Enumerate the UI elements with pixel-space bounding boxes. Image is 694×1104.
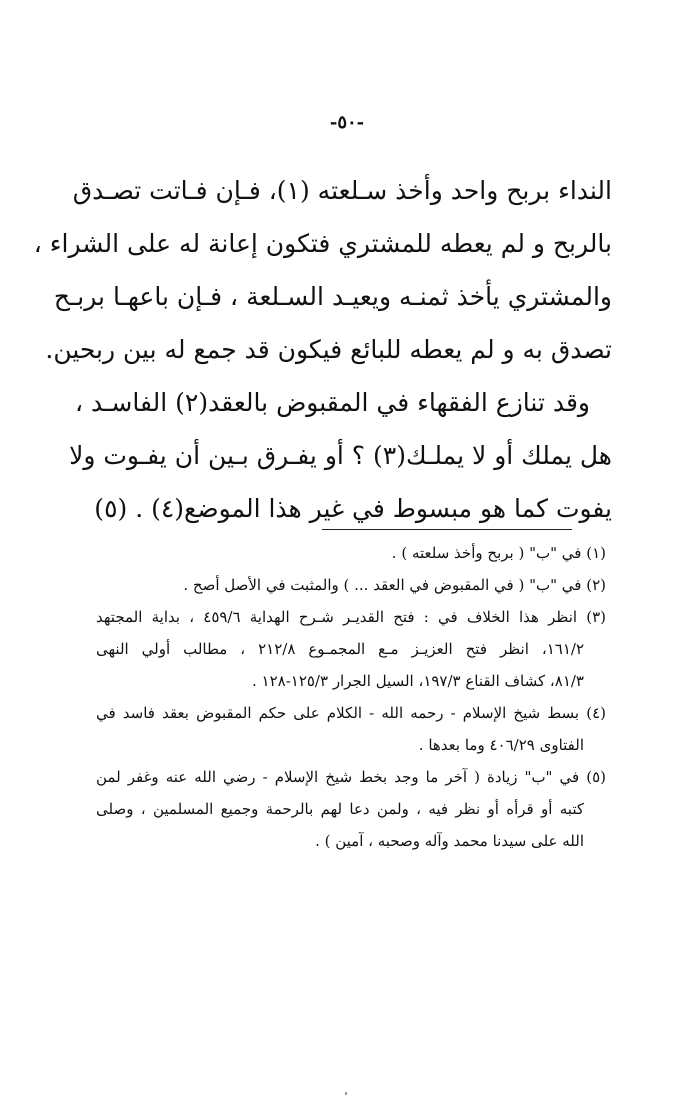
main-text-line: يفوت كما هو مبسوط في غير هذا الموضع(٤) . (٥) <box>94 494 612 523</box>
footnote-line: (٥) في "ب" زيادة ( آخر ما وجد بخط شيخ الإسلام - رضي الله عنه وغفر لمن <box>96 768 606 786</box>
footnote-line: ٨١/٣، كشاف القناع ١٩٧/٣، السيل الجرار ١٢٥/٣-١٢٨ . <box>251 672 584 690</box>
main-text-line: هل يملك أو لا يملـك(٣) ؟ أو يفـرق بـين أن يفـوت ولا <box>69 441 612 470</box>
footnotes <box>96 538 606 858</box>
footnote-line: كتبه أو قرأه أو نظر فيه ، ولمن دعا لهم بالرحمة وجميع المسلمين ، وصلى <box>96 800 584 818</box>
footnote-line: (٢) في "ب" ( في المقبوض في العقد ... ) والمثبت في الأصل أصح . <box>183 576 606 594</box>
footnote-separator <box>322 529 572 530</box>
main-text-line: وقد تنازع الفقهاء في المقبوض بالعقد(٢) الفاسـد ، <box>74 388 590 417</box>
main-text-line: والمشتري يأخذ ثمنـه ويعيـد السـلعة ، فـإن باعهـا بربـح <box>53 282 612 311</box>
main-text-line: النداء بربح واحد وأخذ سـلعته (١)، فـإن فـاتت تصـدق <box>72 176 612 205</box>
main-text-line: تصدق به و لم يعطه للبائع فيكون قد جمع له بين ربحين. <box>45 335 612 364</box>
footnote-line: (٤) بسط شيخ الإسلام - رحمه الله - الكلام على حكم المقبوض بعقد فاسد في <box>96 704 606 722</box>
footnote-4 <box>96 698 606 762</box>
footnote-line: (١) في "ب" ( بربح وأخذ سلعته ) . <box>391 544 606 562</box>
footnote-line: ١٦١/٢، انظر فتح العزيـز مـع المجمـوع ٢١٢/٨ ، مطالب أولي النهى <box>96 640 584 658</box>
footnote-line: الله على سيدنا محمد وآله وصحبه ، آمين ) . <box>315 832 584 850</box>
main-text <box>33 168 612 539</box>
page-mark <box>345 1092 347 1095</box>
footnote-line: الفتاوى ٤٠٦/٢٩ وما بعدها . <box>418 736 584 754</box>
footnote-2 <box>96 570 606 602</box>
footnote-1 <box>96 538 606 570</box>
page-number: -٥٠- <box>329 112 365 133</box>
main-text-line: بالربح و لم يعطه للمشتري فتكون إعانة له على الشراء ، <box>33 229 612 258</box>
footnote-5 <box>96 762 606 858</box>
footnote-3 <box>96 602 606 698</box>
footnote-line: (٣) انظر هذا الخلاف في : فتح القديـر شـرح الهداية ٤٥٩/٦ ، بداية المجتهد <box>96 608 607 626</box>
